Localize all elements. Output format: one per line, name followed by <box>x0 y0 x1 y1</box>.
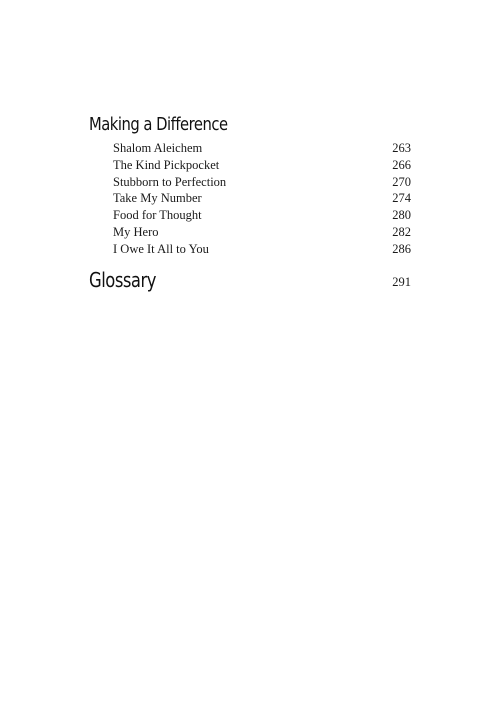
toc-section-making-a-difference <box>89 114 411 258</box>
toc-entry[interactable] <box>89 190 411 207</box>
toc-entry-title: My Hero <box>113 224 159 239</box>
toc-entry-page: 266 <box>392 157 411 172</box>
toc-entry-title: Shalom Aleichem <box>113 141 203 155</box>
toc-entry-page: 286 <box>392 241 411 256</box>
toc-entry-title: Stubborn to Perfection <box>113 174 227 189</box>
toc-entry-page: 280 <box>392 208 411 223</box>
toc-entry[interactable] <box>89 174 411 191</box>
section-heading: Making a Difference <box>89 114 228 135</box>
toc-entry[interactable] <box>89 140 411 157</box>
toc-entry-page: 263 <box>392 141 411 155</box>
toc-entry-title: Food for Thought <box>113 208 202 223</box>
toc-entry[interactable] <box>89 241 411 258</box>
toc-section-glossary[interactable] <box>89 268 411 292</box>
glossary-row <box>89 268 411 292</box>
toc-entry-page: 270 <box>392 174 411 189</box>
toc-entry[interactable] <box>89 224 411 241</box>
toc-entry-title: Take My Number <box>113 191 202 206</box>
toc-entry-title: The Kind Pickpocket <box>113 157 220 172</box>
toc-entry-title: I Owe It All to You <box>113 241 209 256</box>
glossary-page: 291 <box>392 275 411 289</box>
toc-entry-page: 274 <box>392 191 411 206</box>
toc-entry-list <box>89 140 411 258</box>
glossary-heading: Glossary <box>89 268 156 292</box>
toc-entry-page: 282 <box>392 224 411 239</box>
toc-entry[interactable] <box>89 207 411 224</box>
toc-entry[interactable] <box>89 157 411 174</box>
